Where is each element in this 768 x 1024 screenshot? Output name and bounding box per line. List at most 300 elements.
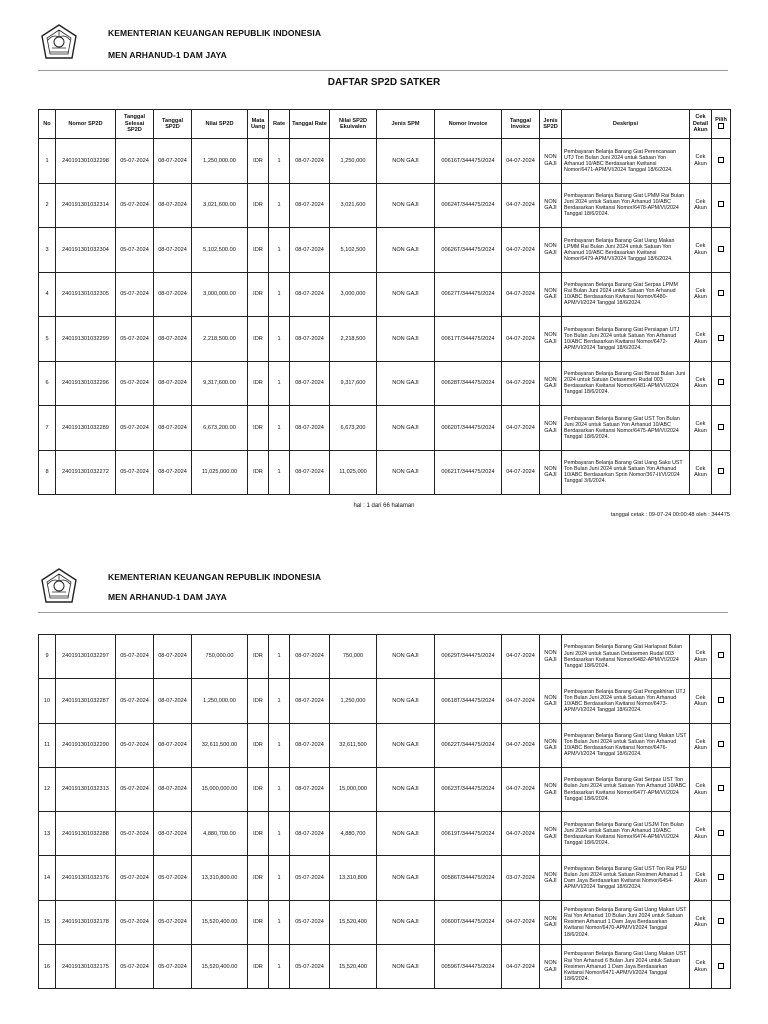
- deskripsi: Pembayaran Belanja Barang Giat Uang Makan LPMM Rai Bulan Juni 2024 untuk Satuan Yon Arhanud 10/ABC Berdasarkan Kwitansi Nomor/6479-APM/VI/2024 Tanggal 18/6/2024.: [562, 228, 690, 273]
- jenis-spm: NON GAJI: [377, 635, 435, 679]
- pilih-cell: [712, 635, 731, 679]
- nomor-sp2d: 240191301032272: [56, 450, 116, 495]
- jenis-sp2d: NON GAJI: [540, 406, 562, 451]
- table-row: [39, 856, 731, 900]
- nilai-sp2d: 3,000,000.00: [192, 272, 248, 317]
- col-rate: Rate: [269, 110, 290, 139]
- table-row: [39, 450, 731, 495]
- nomor-sp2d: 240191301032287: [56, 679, 116, 723]
- tanggal-rate: 08-07-2024: [290, 767, 330, 811]
- col-nomor-sp2d: Nomor SP2D: [56, 110, 116, 139]
- table-row: [39, 406, 731, 451]
- tanggal-rate: 08-07-2024: [290, 679, 330, 723]
- row-number: 12: [39, 767, 56, 811]
- nilai-ekuivalen: 6,673,200: [330, 406, 377, 451]
- tanggal-invoice: 04-07-2024: [502, 635, 540, 679]
- jenis-spm: NON GAJI: [377, 856, 435, 900]
- nomor-invoice: 00622T/344475/2024: [435, 723, 502, 767]
- nilai-ekuivalen: 3,021,600: [330, 183, 377, 228]
- tanggal-selesai: 05-07-2024: [116, 767, 154, 811]
- tanggal-rate: 08-07-2024: [290, 812, 330, 856]
- cek-akun-link[interactable]: Cek Akun: [690, 723, 712, 767]
- jenis-spm: NON GAJI: [377, 767, 435, 811]
- tanggal-sp2d: 05-07-2024: [154, 900, 192, 944]
- nomor-invoice: 00628T/344475/2024: [435, 361, 502, 406]
- col-tanggal-rate: Tanggal Rate: [290, 110, 330, 139]
- nomor-invoice: 00620T/344475/2024: [435, 406, 502, 451]
- row-number: 7: [39, 406, 56, 451]
- nomor-sp2d: 240191301032304: [56, 228, 116, 273]
- rate: 1: [269, 272, 290, 317]
- pilih-cell: [712, 723, 731, 767]
- mata-uang: IDR: [248, 139, 269, 184]
- tanggal-rate: 08-07-2024: [290, 450, 330, 495]
- rate: 1: [269, 139, 290, 184]
- nomor-sp2d: 240191301032314: [56, 183, 116, 228]
- jenis-sp2d: NON GAJI: [540, 767, 562, 811]
- col-tanggal-invoice: Tanggal Invoice: [502, 110, 540, 139]
- table-row: [39, 183, 731, 228]
- table-row: [39, 635, 731, 679]
- tanggal-rate: 08-07-2024: [290, 361, 330, 406]
- col-jenis-spm: Jenis SPM: [377, 110, 435, 139]
- mata-uang: IDR: [248, 272, 269, 317]
- cek-akun-link[interactable]: Cek Akun: [690, 679, 712, 723]
- nomor-invoice: 00617T/344475/2024: [435, 317, 502, 362]
- tanggal-sp2d: 08-07-2024: [154, 450, 192, 495]
- nomor-invoice: 00621T/344475/2024: [435, 450, 502, 495]
- select-row-checkbox[interactable]: [718, 918, 724, 924]
- sp2d-table: [38, 109, 731, 495]
- tanggal-selesai: 05-07-2024: [116, 228, 154, 273]
- nilai-ekuivalen: 13,310,800: [330, 856, 377, 900]
- col-no: No: [39, 110, 56, 139]
- select-row-checkbox[interactable]: [718, 468, 724, 474]
- tanggal-rate: 08-07-2024: [290, 723, 330, 767]
- tanggal-selesai: 05-07-2024: [116, 635, 154, 679]
- pilih-cell: [712, 767, 731, 811]
- jenis-spm: NON GAJI: [377, 406, 435, 451]
- deskripsi: Pembayaran Belanja Barang Giat UST Ton Rai PSU Bulan Juni 2024 untuk Satuan Resimen Arhanud 1 Dam Jaya Berdasarkan Kwitansi Nomor/6454-APM/VI/2024 Tanggal 18/6/2024.: [562, 856, 690, 900]
- rate: 1: [269, 856, 290, 900]
- nilai-sp2d: 9,317,600.00: [192, 361, 248, 406]
- nomor-sp2d: 240191301032296: [56, 361, 116, 406]
- table-row: [39, 723, 731, 767]
- nilai-ekuivalen: 4,880,700: [330, 812, 377, 856]
- nilai-ekuivalen: 5,102,500: [330, 228, 377, 273]
- nomor-invoice: 00596T/344475/2024: [435, 945, 502, 989]
- tanggal-rate: 08-07-2024: [290, 635, 330, 679]
- tanggal-rate: 08-07-2024: [290, 139, 330, 184]
- pilih-cell: [712, 228, 731, 273]
- nilai-ekuivalen: 750,000: [330, 635, 377, 679]
- select-row-checkbox[interactable]: [718, 335, 724, 341]
- tanggal-invoice: 04-07-2024: [502, 361, 540, 406]
- table-row: [39, 945, 731, 989]
- nomor-sp2d: 240191301032290: [56, 723, 116, 767]
- mata-uang: IDR: [248, 361, 269, 406]
- tanggal-invoice: 04-07-2024: [502, 812, 540, 856]
- tanggal-selesai: 05-07-2024: [116, 679, 154, 723]
- tanggal-selesai: 05-07-2024: [116, 900, 154, 944]
- jenis-sp2d: NON GAJI: [540, 361, 562, 406]
- cek-akun-link[interactable]: Cek Akun: [690, 183, 712, 228]
- deskripsi: Pembayaran Belanja Barang Giat Binsat Bulan Juni 2024 untuk Satuan Detasemen Rudal 003 Berdasarkan Kwitansi Nomor/6481-APM/VI/2024 Tanggal 18/6/2024.: [562, 361, 690, 406]
- kemenkeu-emblem-icon: [38, 22, 80, 64]
- mata-uang: IDR: [248, 945, 269, 989]
- nilai-sp2d: 1,250,000.00: [192, 679, 248, 723]
- rate: 1: [269, 812, 290, 856]
- pilih-cell: [712, 856, 731, 900]
- select-row-checkbox[interactable]: [718, 379, 724, 385]
- tanggal-sp2d: 08-07-2024: [154, 183, 192, 228]
- pilih-cell: [712, 317, 731, 362]
- row-number: 16: [39, 945, 56, 989]
- select-row-checkbox[interactable]: [718, 424, 724, 430]
- mata-uang: IDR: [248, 900, 269, 944]
- tanggal-selesai: 05-07-2024: [116, 945, 154, 989]
- deskripsi: Pembayaran Belanja Barang Giat Uang Makan UST Ton Bulan Juni 2024 untuk Satuan Yon Arhanud 10/ABC Berdasarkan Kwitansi Nomor/6476-APM/VI/2024 Tanggal 18/6/2024.: [562, 723, 690, 767]
- kemenkeu-emblem-icon: [38, 566, 80, 608]
- jenis-sp2d: NON GAJI: [540, 635, 562, 679]
- tanggal-sp2d: 05-07-2024: [154, 945, 192, 989]
- deskripsi: Pembayaran Belanja Barang Giat Persiapan UTJ Ton Bulan Juni 2024 untuk Satuan Yon Arhanud 10/ABC Berdasarkan Kwitansi Nomor/6472-APM/VI/2024 Tanggal 18/6/2024.: [562, 317, 690, 362]
- tanggal-invoice: 04-07-2024: [502, 767, 540, 811]
- cek-akun-link[interactable]: Cek Akun: [690, 361, 712, 406]
- tanggal-selesai: 05-07-2024: [116, 361, 154, 406]
- rate: 1: [269, 767, 290, 811]
- row-number: 15: [39, 900, 56, 944]
- nilai-sp2d: 32,611,500.00: [192, 723, 248, 767]
- nilai-sp2d: 2,218,500.00: [192, 317, 248, 362]
- col-deskripsi: Deskripsi: [562, 110, 690, 139]
- tanggal-sp2d: 08-07-2024: [154, 139, 192, 184]
- table-row: [39, 767, 731, 811]
- nomor-sp2d: 240191301032298: [56, 139, 116, 184]
- nomor-invoice: 00600T/344475/2024: [435, 900, 502, 944]
- page-header: [0, 548, 768, 608]
- col-ekuivalen: Nilai SP2D Ekuivalen: [330, 110, 377, 139]
- mata-uang: IDR: [248, 767, 269, 811]
- jenis-spm: NON GAJI: [377, 812, 435, 856]
- row-number: 10: [39, 679, 56, 723]
- tanggal-invoice: 04-07-2024: [502, 450, 540, 495]
- cek-akun-link[interactable]: Cek Akun: [690, 450, 712, 495]
- tanggal-rate: 05-07-2024: [290, 945, 330, 989]
- select-row-checkbox[interactable]: [718, 874, 724, 880]
- nomor-sp2d: 240191301032313: [56, 767, 116, 811]
- unit-name: MEN ARHANUD-1 DAM JAYA: [108, 592, 227, 602]
- nilai-sp2d: 13,310,800.00: [192, 856, 248, 900]
- row-number: 9: [39, 635, 56, 679]
- jenis-sp2d: NON GAJI: [540, 856, 562, 900]
- cek-akun-link[interactable]: Cek Akun: [690, 812, 712, 856]
- cek-akun-link[interactable]: Cek Akun: [690, 635, 712, 679]
- document-title: DAFTAR SP2D SATKER: [327, 77, 441, 88]
- rate: 1: [269, 317, 290, 362]
- nomor-invoice: 00586T/344475/2024: [435, 856, 502, 900]
- col-cek-detail: Cek Detail Akun: [690, 110, 712, 139]
- pilih-cell: [712, 361, 731, 406]
- select-row-checkbox[interactable]: [718, 290, 724, 296]
- pilih-cell: [712, 406, 731, 451]
- org-name: KEMENTERIAN KEUANGAN REPUBLIK INDONESIA: [108, 572, 322, 582]
- cek-akun-link[interactable]: Cek Akun: [690, 900, 712, 944]
- nilai-sp2d: 4,880,700.00: [192, 812, 248, 856]
- deskripsi: Pembayaran Belanja Barang Giat Uang Saku UST Ton Bulan Juni 2024 untuk Satuan Yon Arhanud 10/ABC Berdasarkan Sprin Nomor/367-II/VI/2024 Tanggal 3/6/2024.: [562, 450, 690, 495]
- mata-uang: IDR: [248, 317, 269, 362]
- mata-uang: IDR: [248, 635, 269, 679]
- jenis-sp2d: NON GAJI: [540, 945, 562, 989]
- mata-uang: IDR: [248, 679, 269, 723]
- tanggal-invoice: 04-07-2024: [502, 228, 540, 273]
- jenis-spm: NON GAJI: [377, 361, 435, 406]
- pilih-cell: [712, 272, 731, 317]
- row-number: 14: [39, 856, 56, 900]
- tanggal-invoice: 04-07-2024: [502, 183, 540, 228]
- jenis-spm: NON GAJI: [377, 679, 435, 723]
- jenis-sp2d: NON GAJI: [540, 723, 562, 767]
- tanggal-rate: 08-07-2024: [290, 272, 330, 317]
- print-info: tanggal cetak : 09-07-24 00:00:48 oleh : 344475: [610, 512, 730, 518]
- rate: 1: [269, 945, 290, 989]
- nilai-ekuivalen: 2,218,500: [330, 317, 377, 362]
- select-row-checkbox[interactable]: [718, 963, 724, 969]
- cek-akun-link[interactable]: Cek Akun: [690, 856, 712, 900]
- tanggal-selesai: 05-07-2024: [116, 139, 154, 184]
- nomor-invoice: 00626T/344475/2024: [435, 228, 502, 273]
- table-row: [39, 139, 731, 184]
- nomor-invoice: 00616T/344475/2024: [435, 139, 502, 184]
- jenis-sp2d: NON GAJI: [540, 450, 562, 495]
- tanggal-sp2d: 08-07-2024: [154, 767, 192, 811]
- rate: 1: [269, 900, 290, 944]
- unit-name: MEN ARHANUD-1 DAM JAYA: [108, 50, 227, 60]
- row-number: 8: [39, 450, 56, 495]
- nomor-sp2d: 240191301032299: [56, 317, 116, 362]
- row-number: 5: [39, 317, 56, 362]
- select-row-checkbox[interactable]: [718, 697, 724, 703]
- pilih-cell: [712, 900, 731, 944]
- tanggal-rate: 05-07-2024: [290, 856, 330, 900]
- nomor-invoice: 00627T/344475/2024: [435, 272, 502, 317]
- tanggal-rate: 08-07-2024: [290, 406, 330, 451]
- tanggal-selesai: 05-07-2024: [116, 317, 154, 362]
- tanggal-invoice: 04-07-2024: [502, 723, 540, 767]
- nomor-invoice: 00624T/344475/2024: [435, 183, 502, 228]
- nilai-ekuivalen: 15,000,000: [330, 767, 377, 811]
- nomor-sp2d: 240191301032297: [56, 635, 116, 679]
- table-row: [39, 812, 731, 856]
- rate: 1: [269, 183, 290, 228]
- cek-akun-link[interactable]: Cek Akun: [690, 406, 712, 451]
- nomor-invoice: 00618T/344475/2024: [435, 679, 502, 723]
- row-number: 3: [39, 228, 56, 273]
- jenis-sp2d: NON GAJI: [540, 812, 562, 856]
- pilih-cell: [712, 679, 731, 723]
- deskripsi: Pembayaran Belanja Barang Giat Pengakhiran UTJ Ton Bulan Juni 2024 untuk Satuan Yon Arhanud 10/ABC Berdasarkan Kwitansi Nomor/6473-APM/VI/2024 Tanggal 18/6/2024.: [562, 679, 690, 723]
- tanggal-sp2d: 08-07-2024: [154, 361, 192, 406]
- cek-akun-link[interactable]: Cek Akun: [690, 767, 712, 811]
- sp2d-table-continued: [38, 634, 731, 989]
- select-row-checkbox[interactable]: [718, 741, 724, 747]
- jenis-spm: NON GAJI: [377, 723, 435, 767]
- nilai-ekuivalen: 3,000,000: [330, 272, 377, 317]
- nomor-sp2d: 240191301032176: [56, 856, 116, 900]
- rate: 1: [269, 361, 290, 406]
- tanggal-invoice: 04-07-2024: [502, 272, 540, 317]
- tanggal-sp2d: 08-07-2024: [154, 723, 192, 767]
- rate: 1: [269, 406, 290, 451]
- page-header: [0, 0, 768, 60]
- col-tanggal-sp2d: Tanggal SP2D: [154, 110, 192, 139]
- nilai-ekuivalen: 9,317,600: [330, 361, 377, 406]
- tanggal-sp2d: 05-07-2024: [154, 856, 192, 900]
- cek-akun-link[interactable]: Cek Akun: [690, 139, 712, 184]
- jenis-spm: NON GAJI: [377, 183, 435, 228]
- nilai-ekuivalen: 11,025,000: [330, 450, 377, 495]
- nilai-sp2d: 11,025,000.00: [192, 450, 248, 495]
- mata-uang: IDR: [248, 406, 269, 451]
- deskripsi: Pembayaran Belanja Barang Giat Harlapsat Bulan Juni 2024 untuk Satuan Detasemen Rudal 003 Berdasarkan Kwitansi Nomor/6482-APM/VI/2024 Tanggal 18/6/2024.: [562, 635, 690, 679]
- nomor-invoice: 00623T/344475/2024: [435, 767, 502, 811]
- pilih-cell: [712, 450, 731, 495]
- tanggal-sp2d: 08-07-2024: [154, 635, 192, 679]
- select-row-checkbox[interactable]: [718, 157, 724, 163]
- col-mata-uang: Mata Uang: [248, 110, 269, 139]
- tanggal-sp2d: 08-07-2024: [154, 272, 192, 317]
- header-divider: [38, 612, 728, 613]
- pilih-cell: [712, 945, 731, 989]
- tanggal-selesai: 05-07-2024: [116, 406, 154, 451]
- mata-uang: IDR: [248, 183, 269, 228]
- tanggal-selesai: 05-07-2024: [116, 723, 154, 767]
- nomor-invoice: 00619T/344475/2024: [435, 812, 502, 856]
- rate: 1: [269, 679, 290, 723]
- row-number: 4: [39, 272, 56, 317]
- col-nilai-sp2d: Nilai SP2D: [192, 110, 248, 139]
- table-row: [39, 228, 731, 273]
- cek-akun-link[interactable]: Cek Akun: [690, 945, 712, 989]
- deskripsi: Pembayaran Belanja Barang Giat Serpas UST Ton Bulan Juni 2024 untuk Satuan Yon Arhanud 10/ABC Berdasarkan Kwitansi Nomor/6477-APM/VI/2024 Tanggal 18/6/2024.: [562, 767, 690, 811]
- row-number: 1: [39, 139, 56, 184]
- deskripsi: Pembayaran Belanja Barang Giat LPMM Rai Bulan Juni 2024 untuk Satuan Yon Arhanud 10/ABC Berdasarkan Kwitansi Nomor/6478-APM/VI/2024 Tanggal 18/6/2024.: [562, 183, 690, 228]
- nilai-sp2d: 15,520,400.00: [192, 945, 248, 989]
- pagination-text: hal : 1 dari 66 halaman: [353, 503, 415, 509]
- nomor-sp2d: 240191301032288: [56, 812, 116, 856]
- tanggal-invoice: 04-07-2024: [502, 945, 540, 989]
- nilai-ekuivalen: 1,250,000: [330, 679, 377, 723]
- nomor-sp2d: 240191301032175: [56, 945, 116, 989]
- select-row-checkbox[interactable]: [718, 830, 724, 836]
- tanggal-sp2d: 08-07-2024: [154, 812, 192, 856]
- col-tanggal-selesai: Tanggal Selesai SP2D: [116, 110, 154, 139]
- mata-uang: IDR: [248, 856, 269, 900]
- nilai-ekuivalen: 15,520,400: [330, 900, 377, 944]
- nilai-sp2d: 3,021,600.00: [192, 183, 248, 228]
- table-row: [39, 900, 731, 944]
- mata-uang: IDR: [248, 812, 269, 856]
- tanggal-sp2d: 08-07-2024: [154, 228, 192, 273]
- deskripsi: Pembayaran Belanja Barang Giat USJM Ton Bulan Juni 2024 untuk Satuan Yon Arhanud 10/ABC Berdasarkan Kwitansi Nomor/6474-APM/VI/2024 Tanggal 18/6/2024.: [562, 812, 690, 856]
- jenis-sp2d: NON GAJI: [540, 183, 562, 228]
- tanggal-selesai: 05-07-2024: [116, 183, 154, 228]
- row-number: 6: [39, 361, 56, 406]
- jenis-spm: NON GAJI: [377, 139, 435, 184]
- table-row: [39, 679, 731, 723]
- mata-uang: IDR: [248, 450, 269, 495]
- row-number: 2: [39, 183, 56, 228]
- jenis-sp2d: NON GAJI: [540, 317, 562, 362]
- table-header-row: [39, 110, 731, 139]
- pilih-cell: [712, 183, 731, 228]
- nomor-sp2d: 240191301032305: [56, 272, 116, 317]
- tanggal-selesai: 05-07-2024: [116, 272, 154, 317]
- jenis-sp2d: NON GAJI: [540, 679, 562, 723]
- select-all-checkbox[interactable]: [718, 123, 724, 129]
- tanggal-invoice: 04-07-2024: [502, 406, 540, 451]
- jenis-spm: NON GAJI: [377, 945, 435, 989]
- rate: 1: [269, 450, 290, 495]
- cek-akun-link[interactable]: Cek Akun: [690, 228, 712, 273]
- nilai-ekuivalen: 32,611,500: [330, 723, 377, 767]
- tanggal-selesai: 05-07-2024: [116, 812, 154, 856]
- tanggal-invoice: 04-07-2024: [502, 317, 540, 362]
- jenis-sp2d: NON GAJI: [540, 900, 562, 944]
- jenis-spm: NON GAJI: [377, 450, 435, 495]
- nilai-sp2d: 6,673,200.00: [192, 406, 248, 451]
- row-number: 13: [39, 812, 56, 856]
- table-row: [39, 317, 731, 362]
- select-row-checkbox[interactable]: [718, 201, 724, 207]
- col-nomor-invoice: Nomor Invoice: [435, 110, 502, 139]
- select-row-checkbox[interactable]: [718, 652, 724, 658]
- tanggal-selesai: 05-07-2024: [116, 450, 154, 495]
- tanggal-rate: 08-07-2024: [290, 228, 330, 273]
- jenis-sp2d: NON GAJI: [540, 139, 562, 184]
- select-row-checkbox[interactable]: [718, 246, 724, 252]
- tanggal-rate: 08-07-2024: [290, 317, 330, 362]
- tanggal-selesai: 05-07-2024: [116, 856, 154, 900]
- mata-uang: IDR: [248, 228, 269, 273]
- nomor-invoice: 00629T/344475/2024: [435, 635, 502, 679]
- deskripsi: Pembayaran Belanja Barang Giat Uang Makan UST Rai Yon Arhanud 6 Bulan Juni 2024 untuk Satuan Resimen Arhanud 1 Dam Jaya Berdasarkan Kwitansi Nomor/6471-APM/VI/2024 Tanggal 18/6/2024.: [562, 945, 690, 989]
- rate: 1: [269, 228, 290, 273]
- select-row-checkbox[interactable]: [718, 785, 724, 791]
- jenis-sp2d: NON GAJI: [540, 272, 562, 317]
- jenis-spm: NON GAJI: [377, 272, 435, 317]
- tanggal-invoice: 04-07-2024: [502, 679, 540, 723]
- cek-akun-link[interactable]: Cek Akun: [690, 317, 712, 362]
- nilai-sp2d: 15,000,000.00: [192, 767, 248, 811]
- mata-uang: IDR: [248, 723, 269, 767]
- deskripsi: Pembayaran Belanja Barang Giat Uang Makan UST Rai Yon Arhanud 10 Bulan Juni 2024 untuk Satuan Resimen Arhanud 1 Dam Jaya Berdasarkan Kwitansi Nomor/6470-APM/VI/2024 Tanggal 18/6/2024.: [562, 900, 690, 944]
- tanggal-rate: 05-07-2024: [290, 900, 330, 944]
- tanggal-invoice: 03-07-2024: [502, 856, 540, 900]
- jenis-spm: NON GAJI: [377, 317, 435, 362]
- rate: 1: [269, 723, 290, 767]
- nilai-sp2d: 15,520,400.00: [192, 900, 248, 944]
- pilih-cell: [712, 139, 731, 184]
- jenis-spm: NON GAJI: [377, 228, 435, 273]
- org-name: KEMENTERIAN KEUANGAN REPUBLIK INDONESIA: [108, 28, 322, 38]
- nomor-sp2d: 240191301032289: [56, 406, 116, 451]
- cek-akun-link[interactable]: Cek Akun: [690, 272, 712, 317]
- table-row: [39, 272, 731, 317]
- nilai-sp2d: 1,250,000.00: [192, 139, 248, 184]
- row-number: 11: [39, 723, 56, 767]
- deskripsi: Pembayaran Belanja Barang Giat Serpas LPMM Rai Bulan Juni 2024 untuk Satuan Yon Arhanud 10/ABC Berdasarkan Kwitansi Nomor/6480-APM/VI/2024 Tanggal 18/6/2024.: [562, 272, 690, 317]
